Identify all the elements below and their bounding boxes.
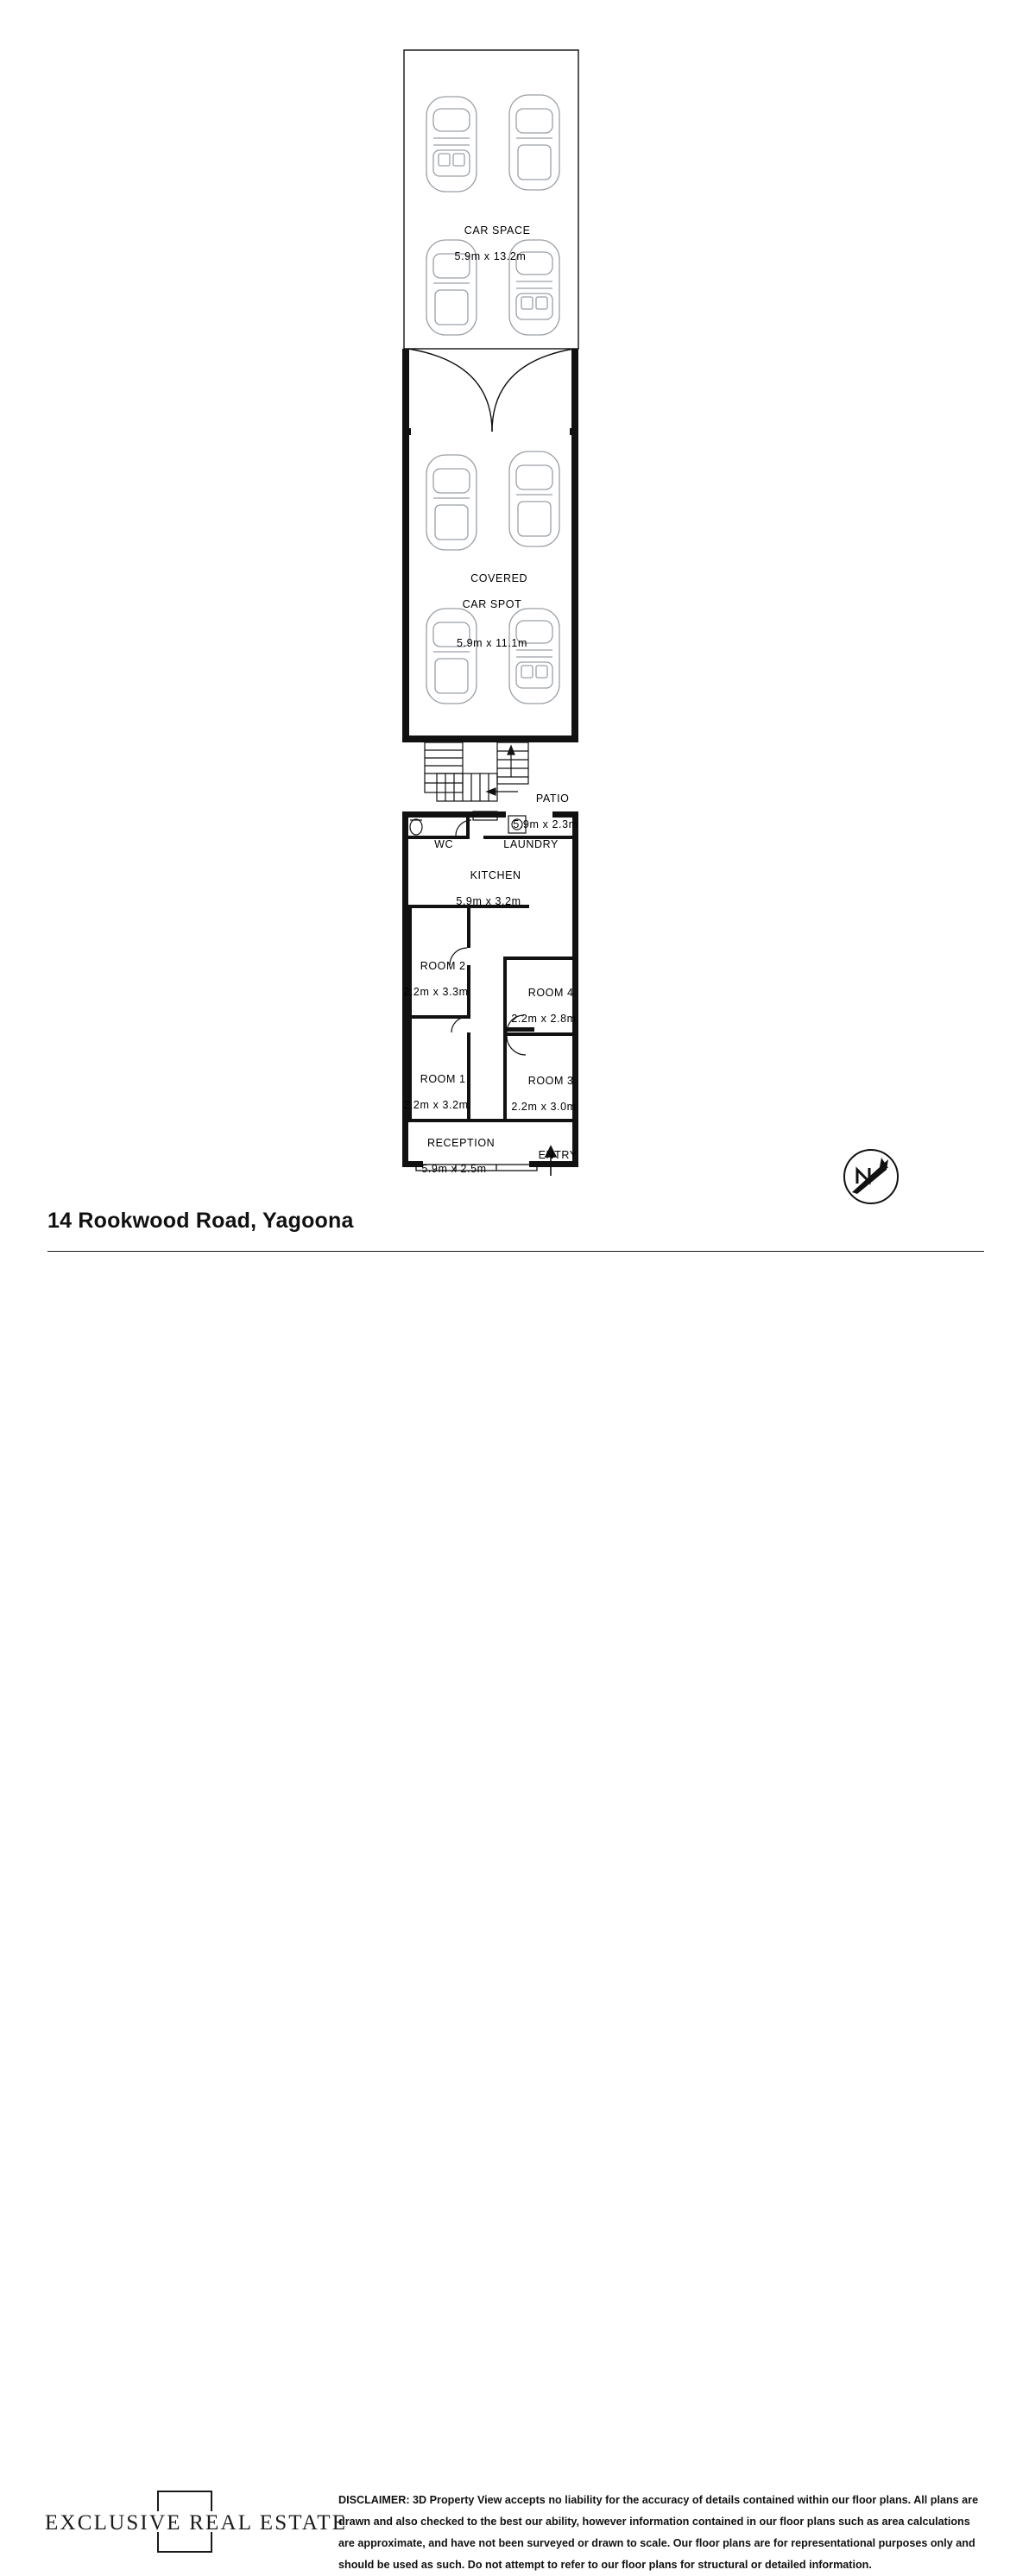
room-name-line2: CAR SPOT [462,598,522,610]
brand-logo [45,2491,348,2560]
room-name: RECEPTION [426,1137,496,1149]
brand-name: EXCLUSIVE REAL ESTATE [45,2511,348,2535]
room-label-room-4 [511,974,576,1051]
north-compass-icon [838,1144,904,1209]
room-dimensions: 2.2m x 3.3m [403,986,469,998]
room-label-room-2 [403,947,468,1025]
room-dimensions: 5.9m x 11.1m [456,637,527,649]
room-name: KITCHEN [470,869,521,881]
room-label-reception [413,1124,496,1202]
room-name: ROOM 2 [420,960,466,972]
room-dimensions: 2.2m x 3.0m [511,1101,577,1113]
room-label-wc [420,825,453,864]
room-dimensions: 5.9m x 2.3m [513,818,578,830]
brand-bracket-top-icon [157,2491,212,2511]
room-label-entry [524,1136,577,1175]
room-name: ROOM 3 [527,1075,574,1087]
disclaimer-text: DISCLAIMER: 3D Property View accepts no liability for the accuracy of details contained within our floor plans. All plans are drawn and also checked to the best our ability, however information contained in our floor plans such as area calculations are approximate, and have not been surveyed or drawn to scale. Our floor plans are for representational purposes only and should be used as such. Do not attempt to refer to our floor plans for structural or detailed information. [338,2494,979,2571]
footer [0,1209,1029,2571]
room-dimensions: 2.2m x 3.2m [403,1099,469,1111]
room-dimensions: 5.9m x 3.2m [456,895,521,907]
room-name: LAUNDRY [503,838,559,850]
car-icon [509,451,559,546]
room-name: PATIO [535,792,570,805]
room-label-car-space [450,212,530,289]
room-label-covered-car-spot [457,559,527,676]
garage-door-swing [408,349,574,432]
page-title: 14 Rookwood Road, Yagoona [47,1209,354,1233]
room-name: CAR SPACE [464,224,531,237]
room-label-kitchen [456,856,521,934]
room-name: ROOM 4 [527,987,574,999]
room-dimensions: 5.9m x 2.5m [421,1163,487,1175]
room-name: COVERED [470,572,528,584]
room-name: ENTRY [538,1149,578,1161]
car-icon [426,455,477,550]
room-name: WC [434,838,454,850]
room-name: ROOM 1 [420,1073,466,1085]
room-label-room-3 [511,1062,576,1140]
room-dimensions: 2.2m x 2.8m [511,1013,577,1025]
floor-plan-canvas [0,0,1029,1226]
room-dimensions: 5.9m x 13.2m [454,250,527,262]
car-icon [426,97,477,192]
car-icon [509,95,559,190]
